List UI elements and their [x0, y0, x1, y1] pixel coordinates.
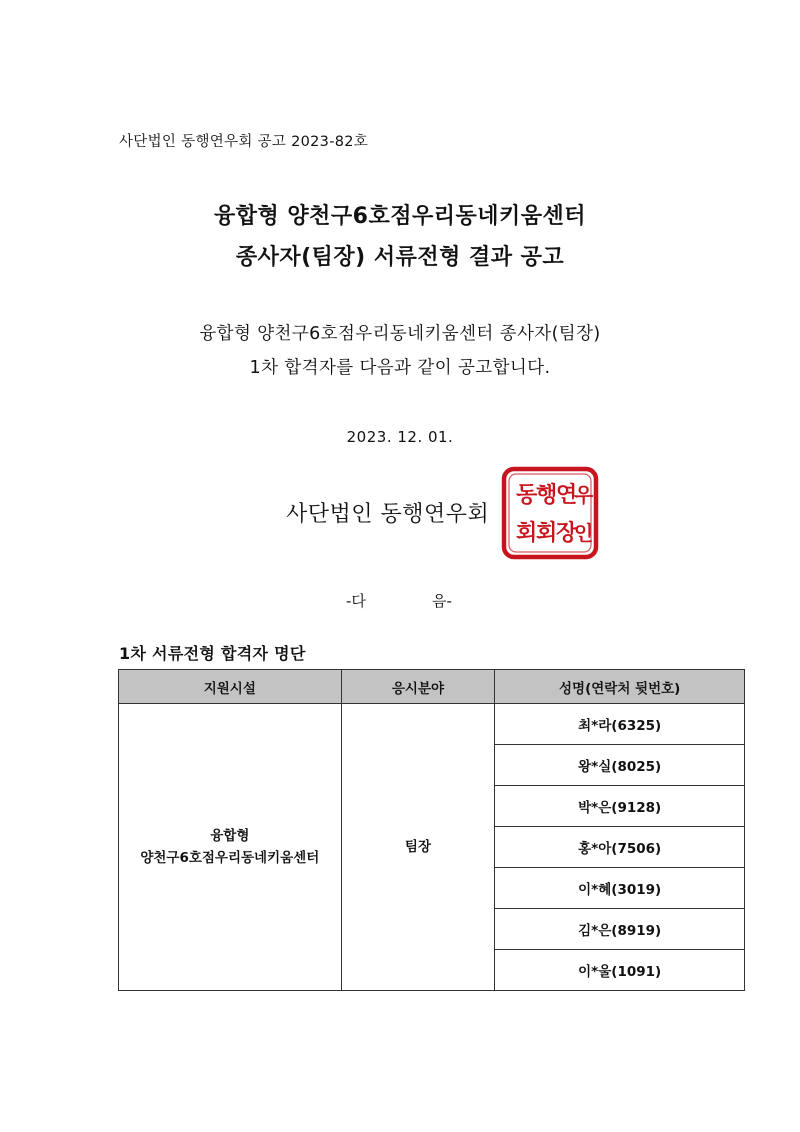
applicant-name: 이*울(1091) — [495, 950, 745, 991]
svg-text:회: 회 — [516, 521, 538, 546]
official-seal-icon — [500, 466, 600, 560]
applicant-name: 이*혜(3019) — [495, 868, 745, 909]
svg-text:우: 우 — [574, 483, 594, 507]
svg-text:인: 인 — [574, 521, 594, 545]
field-cell: 팀장 — [341, 704, 495, 991]
announcement-date: 2023. 12. 01. — [346, 428, 454, 446]
applicant-name: 왕*실(8025) — [495, 745, 745, 786]
notice-number: 사단법인 동행연우회 공고 2023-82호 — [119, 134, 369, 150]
facility-line-2: 양천구6호점우리동네키움센터 — [140, 850, 320, 866]
header-name: 성명(연락처 뒷번호) — [495, 670, 745, 704]
applicant-name: 박*은(9128) — [495, 786, 745, 827]
title-line-1: 융합형 양천구6호점우리동네키움센터 — [214, 204, 586, 229]
section-title: 1차 서류전형 합격자 명단 — [119, 644, 306, 663]
results-table — [118, 669, 745, 991]
following-label-right: 음- — [432, 592, 452, 610]
table-header-row — [119, 670, 745, 704]
svg-text:회: 회 — [536, 521, 558, 546]
organization-name: 사단법인 동행연우회 — [286, 502, 490, 527]
title-line-2: 종사자(팀장) 서류전형 결과 공고 — [235, 245, 565, 270]
header-facility: 지원시설 — [119, 670, 342, 704]
svg-text:행: 행 — [536, 483, 558, 508]
svg-text:동: 동 — [516, 483, 538, 508]
applicant-name: 김*은(8919) — [495, 909, 745, 950]
svg-text:연: 연 — [556, 483, 578, 508]
svg-text:장: 장 — [556, 521, 578, 546]
facility-cell — [119, 704, 342, 991]
following-label-left: -다 — [346, 592, 366, 610]
table-row — [119, 704, 745, 745]
applicant-name: 최*라(6325) — [495, 704, 745, 745]
intro-line-2: 1차 합격자를 다음과 같이 공고합니다. — [249, 358, 551, 378]
applicant-name: 홍*아(7506) — [495, 827, 745, 868]
facility-line-1: 융합형 — [210, 828, 250, 844]
header-field: 응시분야 — [341, 670, 495, 704]
intro-line-1: 융합형 양천구6호점우리동네키움센터 종사자(팀장) — [199, 324, 601, 344]
